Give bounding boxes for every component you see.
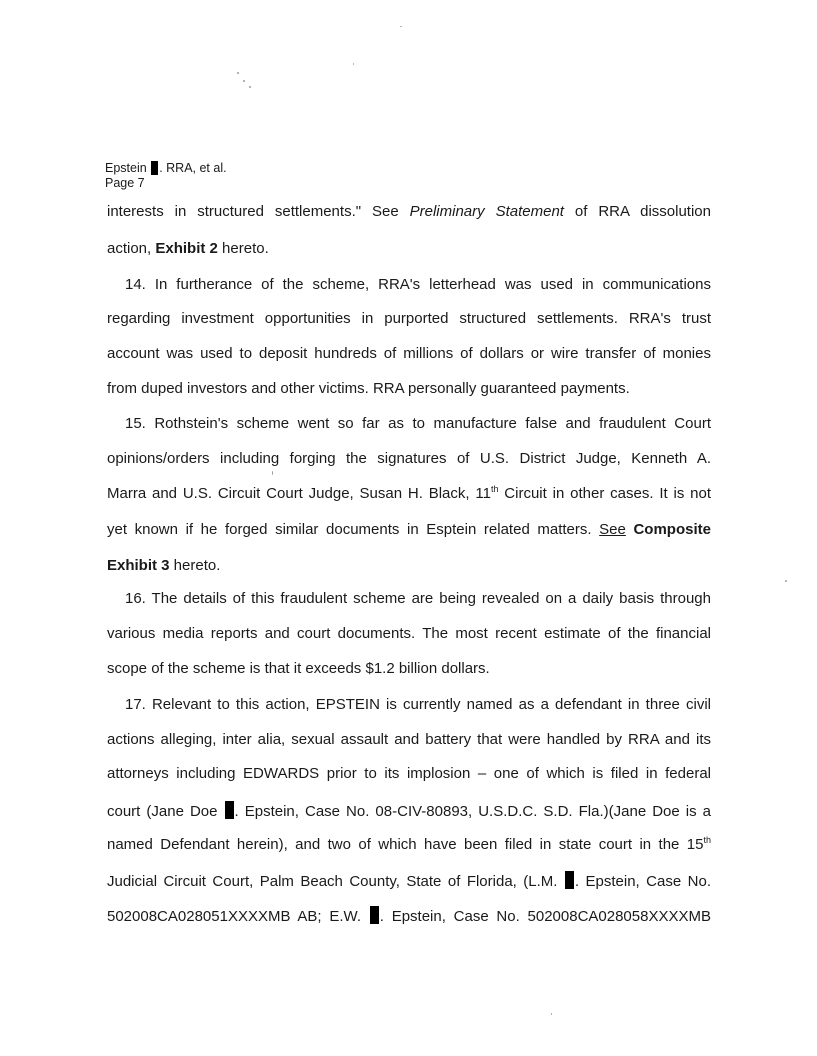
paragraph-17-line-5: named Defendant herein), and two of which have been filed in state court in the 15th [107,835,711,853]
page-header [105,161,227,191]
paragraph-15-line-3: Marra and U.S. Circuit Court Judge, Susan H. Black, 11th Circuit in other cases. It is not [107,484,711,502]
scan-speck [551,1013,552,1015]
body-line-2: action, Exhibit 2 hereto. [107,240,269,257]
paragraph-17-line-4: court (Jane Doe . Epstein, Case No. 08-CIV-80893, U.S.D.C. S.D. Fla.)(Jane Doe is a [107,803,711,820]
redaction-bar [225,801,234,819]
paragraph-16-line-3: scope of the scheme is that it exceeds $1.2 billion dollars. [107,660,490,677]
paragraph-16-line-1: 16. The details of this fraudulent scheme are being revealed on a daily basis through [125,590,711,607]
paragraph-17-line-3: attorneys including EDWARDS prior to its implosion – one of which is filed in federal [107,765,711,782]
scan-speck [243,80,245,82]
paragraph-17-line-6: Judicial Circuit Court, Palm Beach County, State of Florida, (L.M. . Epstein, Case No. [107,873,711,890]
paragraph-15-line-5: Exhibit 3 hereto. [107,557,221,574]
scan-speck [785,580,787,582]
paragraph-17-line-7: 502008CA028051XXXXMB AB; E.W. . Epstein, Case No. 502008CA028058XXXXMB [107,908,711,925]
paragraph-15-line-2: opinions/orders including forging the signatures of U.S. District Judge, Kenneth A. [107,450,711,467]
scan-speck [249,86,251,88]
body-line-1: interests in structured settlements." See Preliminary Statement of RRA dissolution [107,203,711,220]
paragraph-14-line-3: account was used to deposit hundreds of millions of dollars or wire transfer of monies [107,345,711,362]
paragraph-14-line-4: from duped investors and other victims. RRA personally guaranteed payments. [107,380,630,397]
redaction-bar [151,161,158,175]
paragraph-15-line-4: yet known if he forged similar documents in Esptein related matters. See Composite [107,521,711,538]
paragraph-17-line-2: actions alleging, inter alia, sexual assault and battery that were handled by RRA and its [107,731,711,748]
paragraph-16-line-2: various media reports and court documents. The most recent estimate of the financial [107,625,711,642]
redaction-bar [565,871,574,889]
scan-speck [400,26,402,27]
scan-speck [272,471,273,475]
page-number: Page 7 [105,176,145,190]
paragraph-15-line-1: 15. Rothstein's scheme went so far as to manufacture false and fraudulent Court [125,415,711,432]
scan-speck [353,63,354,65]
paragraph-14-line-2: regarding investment opportunities in purported structured settlements. RRA's trust [107,310,711,327]
paragraph-14-line-1: 14. In furtherance of the scheme, RRA's letterhead was used in communications [125,276,711,293]
redaction-bar [370,906,379,924]
paragraph-17-line-1: 17. Relevant to this action, EPSTEIN is currently named as a defendant in three civil [125,696,711,713]
scan-speck [237,72,239,74]
case-caption: Epstein . RRA, et al. [105,161,227,175]
